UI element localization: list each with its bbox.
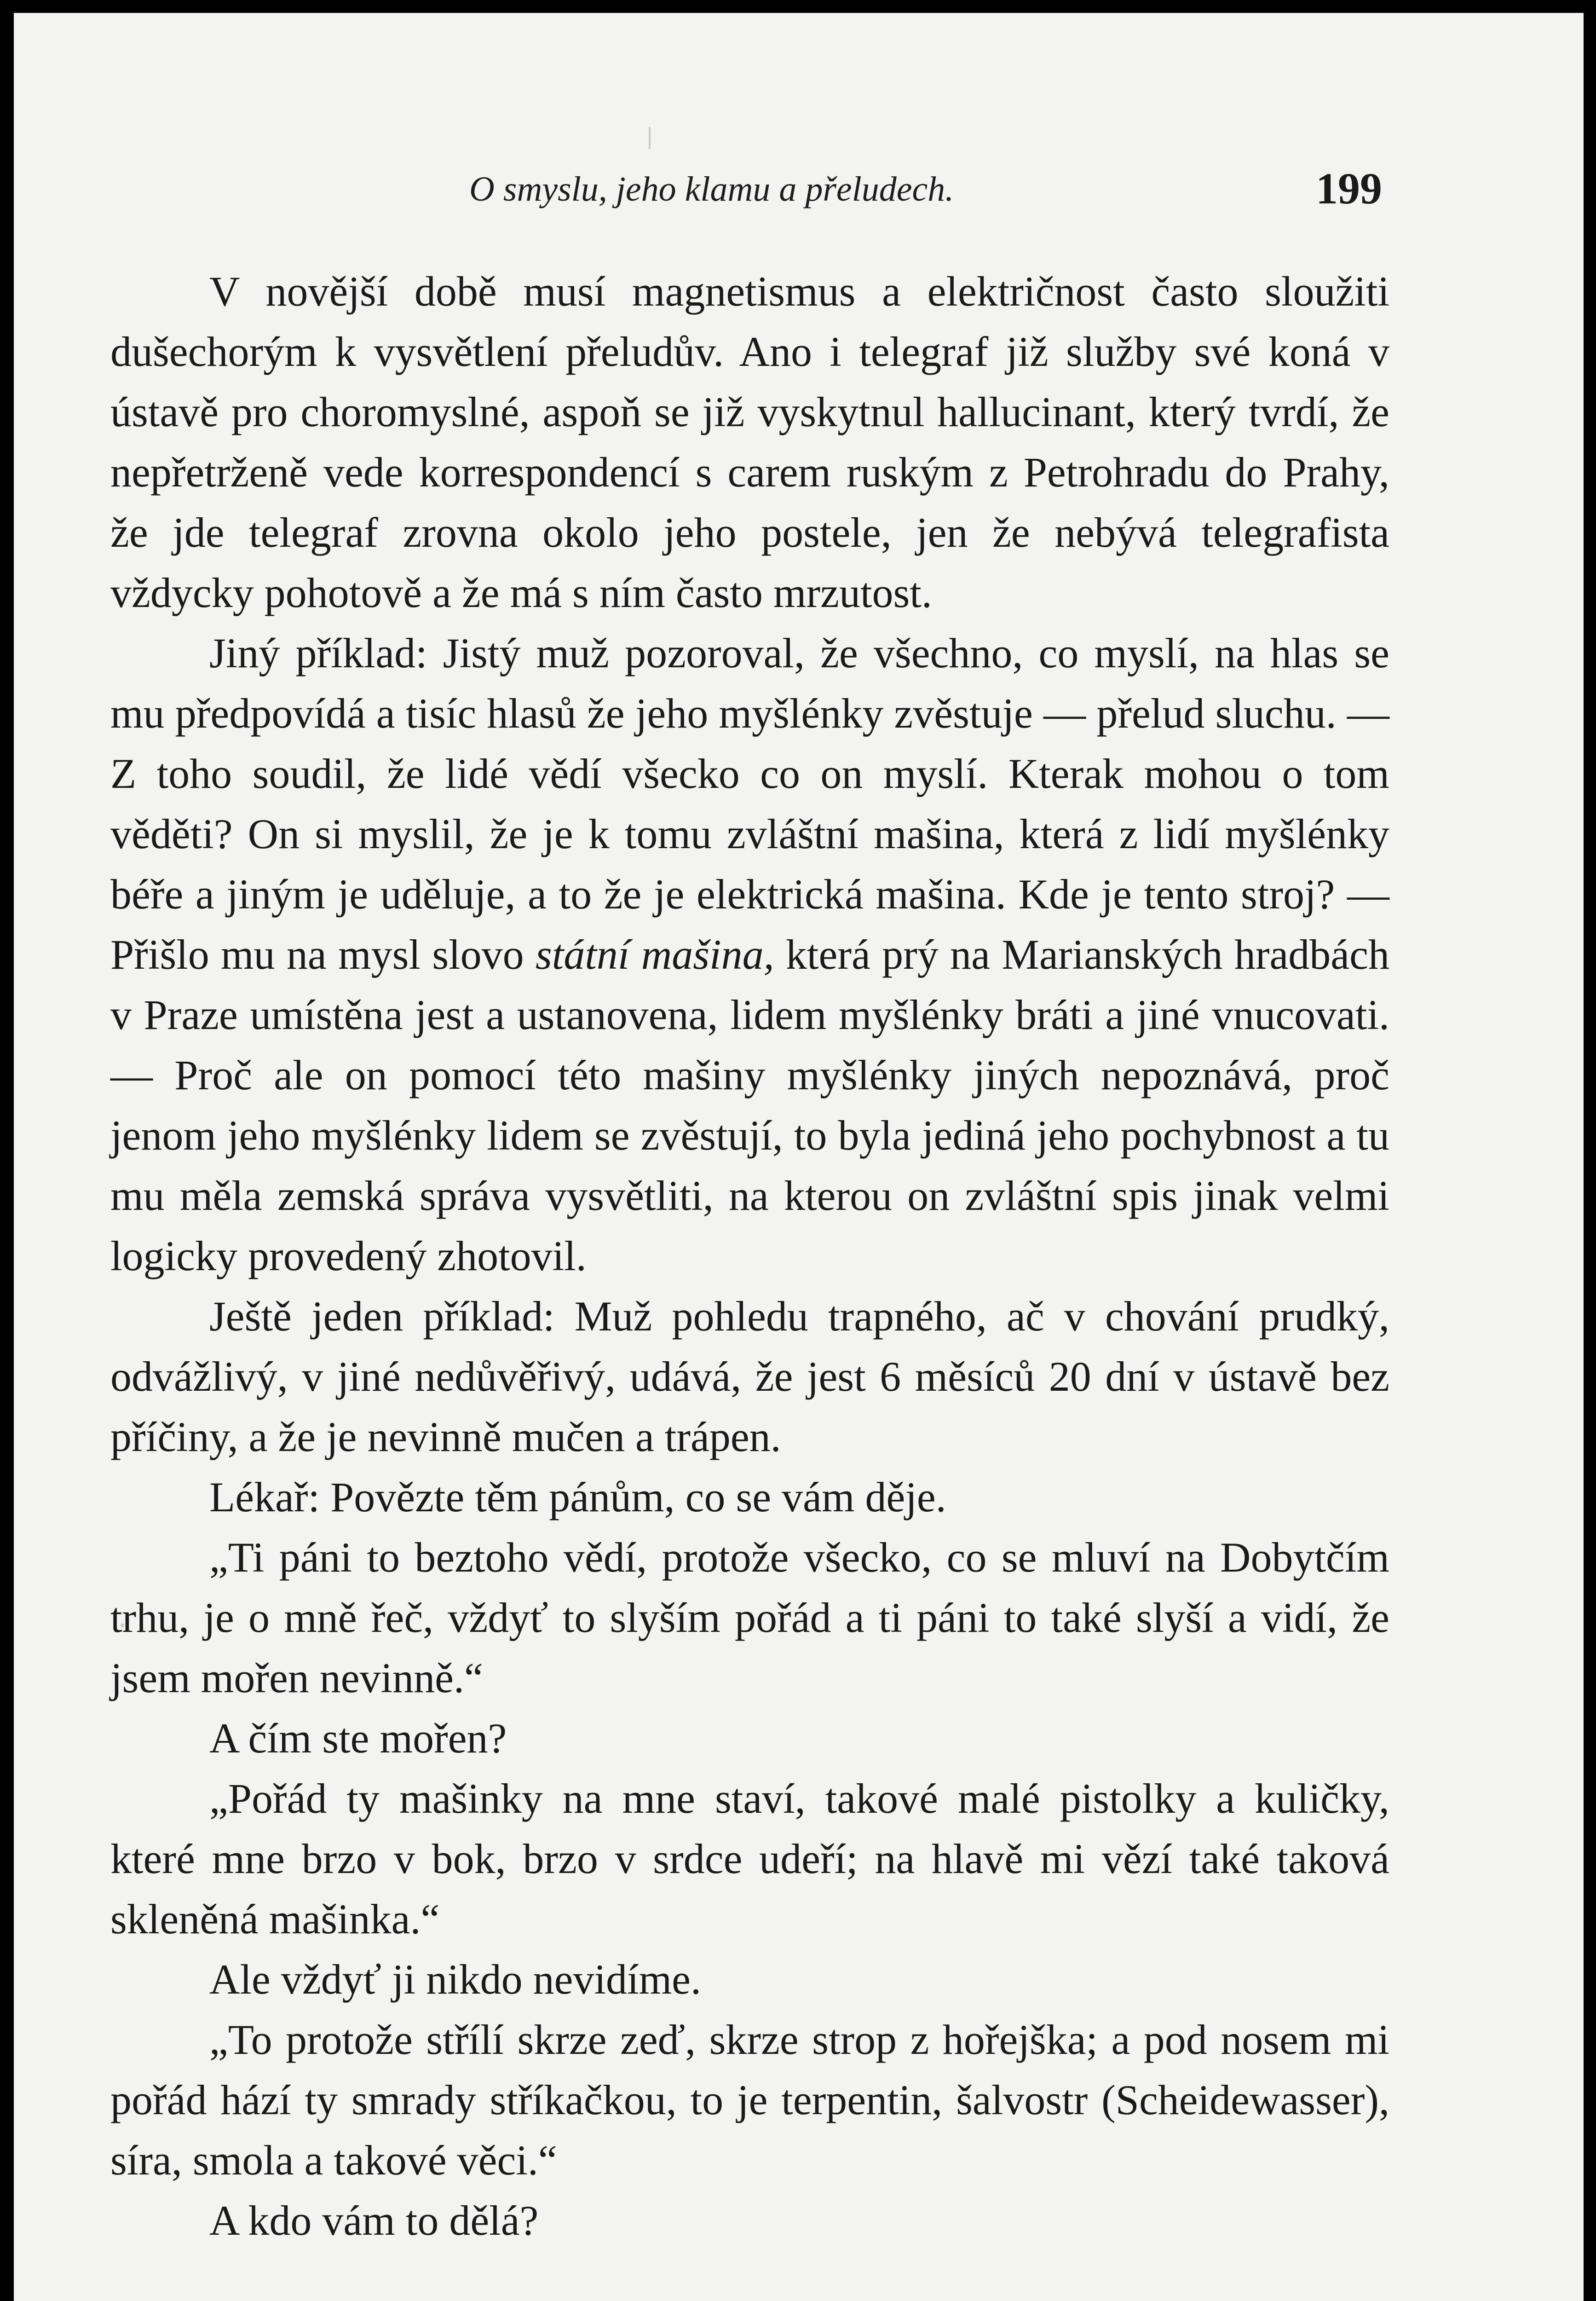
emphasized-term: státní mašina, bbox=[536, 931, 774, 978]
paragraph: V novější době musí magnetismus a električnost často sloužiti dušechorým k vysvětlení přeludův. Ano i telegraf již služby své koná v ústavě pro choromyslné, aspoň se již vyskytnul hallucinant, který tvrdí, že nepřetrženě vede korrespondencí s carem ruským z Petrohradu do Prahy, že jde telegraf zrovna okolo jeho postele, jen že nebývá telegrafista vždycky pohotově a že má s ním často mrzutost. bbox=[110, 268, 1389, 616]
paragraph: Ještě jeden příklad: Muž pohledu trapného, ač v chování prudký, odvážlivý, v jiné nedůvěřivý, udává, že jest 6 měsíců 20 dní v ústavě bez příčiny, a že je nevinně mučen a trápen. bbox=[110, 1293, 1389, 1460]
page-number: 199 bbox=[1316, 164, 1382, 213]
paragraph: Lékař: Povězte těm pánům, co se vám děje. bbox=[209, 1474, 946, 1521]
paragraph: Ale vždyť ji nikdo nevidíme. bbox=[209, 1956, 702, 2003]
paragraph bbox=[110, 623, 1389, 1286]
paragraph: „To protože střílí skrze zeď, skrze strop z hořejška; a pod nosem mi pořád hází ty smrady stříkačkou, to je terpentin, šalvostr (Scheidewasser), síra, smola a takové věci.“ bbox=[110, 2016, 1389, 2184]
scan-speck bbox=[649, 127, 651, 149]
paragraph: A čím ste mořen? bbox=[209, 1715, 507, 1762]
paragraph-text: Jiný příklad: Jistý muž pozoroval, že všechno, co myslí, na hlas se mu předpovídá a tisíc hlasů že jeho myšlénky zvěstuje — přelud sluchu. — Z toho soudil, že lidé vědí všecko co on myslí. Kterak mohou o tom věděti? On si myslil, že je k tomu zvláštní mašina, která z lidí myšlénky béře a jiným je uděluje, a to že je elektrická mašina. Kde je tento stroj? — Přišlo mu na mysl slovo bbox=[110, 630, 1389, 978]
paragraph: A kdo vám to dělá? bbox=[209, 2197, 539, 2244]
paragraph: „Ti páni to beztoho vědí, protože všecko, co se mluví na Dobytčím trhu, je o mně řeč, vždyť to slyším pořád a ti páni to také slyší a vidí, že jsem mořen nevinně.“ bbox=[110, 1534, 1389, 1701]
page-header bbox=[14, 159, 1584, 219]
body-text bbox=[110, 261, 1389, 2251]
book-page bbox=[14, 13, 1584, 2301]
paragraph-text: která prý na Marianských hradbách v Praze umístěna jest a ustanovena, lidem myšlénky bráti a jiné vnucovati. — Proč ale on pomocí této mašiny myšlénky jiných nepoznává, proč jenom jeho myšlénky lidem se zvěstují, to byla jediná jeho pochybnost a tu mu měla zemská správa vysvětliti, na kterou on zvláštní spis jinak velmi logicky provedený zhotovil. bbox=[110, 931, 1389, 1279]
running-title: O smyslu, jeho klamu a přeludech. bbox=[469, 170, 954, 208]
paragraph: „Pořád ty mašinky na mne staví, takové malé pistolky a kuličky, které mne brzo v bok, brzo v srdce udeří; na hlavě mi vězí také taková skleněná mašinka.“ bbox=[110, 1775, 1389, 1943]
